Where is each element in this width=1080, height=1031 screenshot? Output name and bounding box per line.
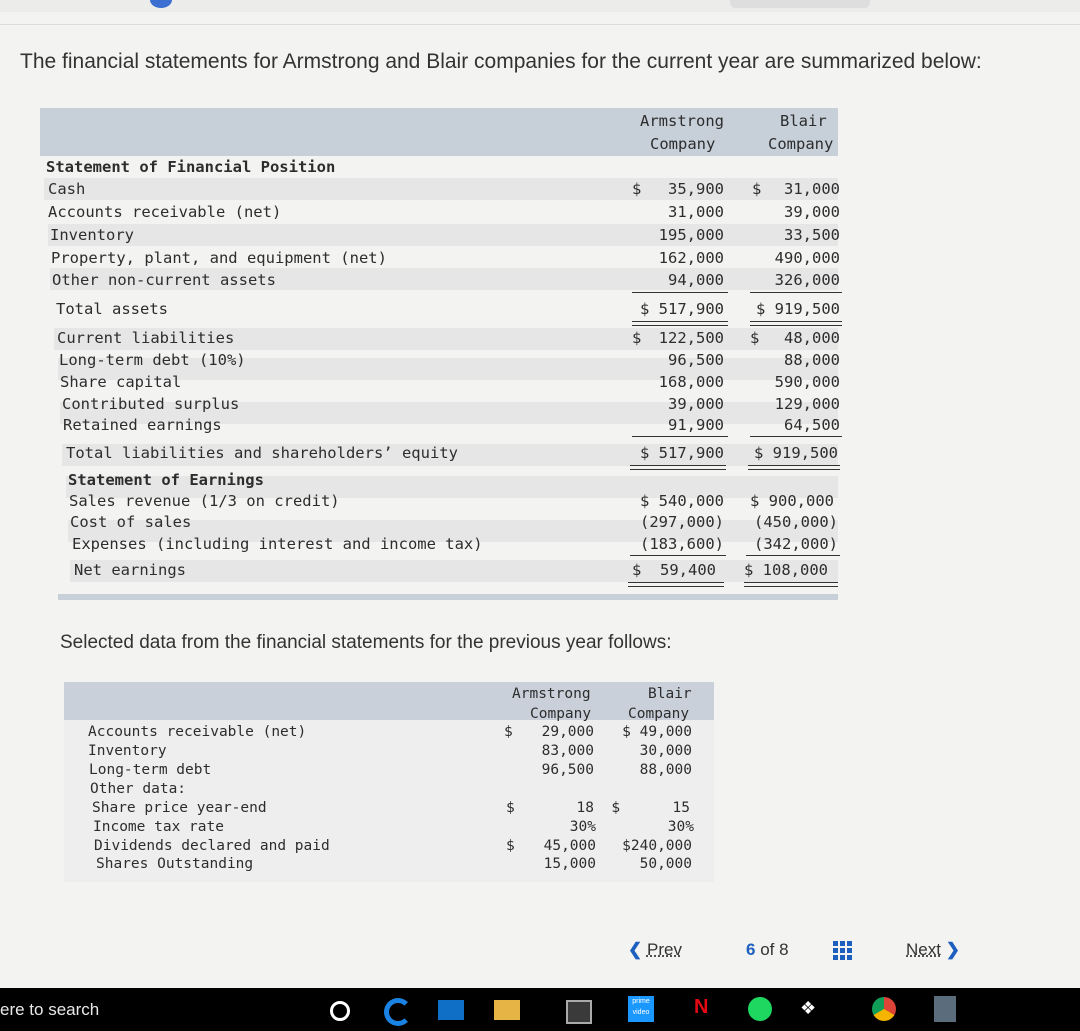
underline xyxy=(746,555,840,556)
browser-top-strip xyxy=(0,0,1080,12)
blair-value: 64,500 xyxy=(784,416,840,434)
row-label: Current liabilities xyxy=(57,329,235,347)
armstrong-value: 91,900 xyxy=(668,416,724,434)
prev-link[interactable]: Prev xyxy=(646,940,682,959)
dollar-sign: $ xyxy=(504,724,513,740)
row-label-total-assets: Total assets xyxy=(56,300,168,318)
armstrong-value: 15,000 xyxy=(543,856,596,872)
page-current: 6 xyxy=(746,940,756,959)
col-armstrong-line2: Company xyxy=(650,135,716,153)
page-indicator xyxy=(746,940,789,960)
armstrong-value: (183,600) xyxy=(640,535,724,553)
double-underline xyxy=(750,321,842,326)
underline xyxy=(750,292,842,293)
taskbar-search[interactable]: ere to search xyxy=(0,1000,100,1019)
blair-value: $ 15 xyxy=(611,800,690,816)
dollar-sign: $ xyxy=(632,180,642,198)
windows-taskbar xyxy=(0,988,1080,1031)
col-blair-line2: Company xyxy=(628,706,690,722)
top-pill xyxy=(730,0,870,8)
armstrong-total-assets: $ 517,900 xyxy=(640,300,724,318)
dollar-sign: $ xyxy=(750,329,760,347)
double-underline xyxy=(748,465,840,470)
row-label: Shares Outstanding xyxy=(96,856,254,872)
armstrong-value: 39,000 xyxy=(668,395,724,413)
blair-value: 39,000 xyxy=(784,203,840,221)
row-label: Expenses (including interest and income tax) xyxy=(72,535,483,553)
armstrong-value: 29,000 xyxy=(541,724,594,740)
table-header xyxy=(64,682,714,720)
next-link[interactable]: Next xyxy=(906,940,941,959)
armstrong-value: 35,900 xyxy=(668,180,724,198)
chrome-icon[interactable] xyxy=(872,997,896,1021)
armstrong-value: 96,500 xyxy=(668,351,724,369)
blair-value: $ 49,000 xyxy=(622,724,692,740)
blair-value: 50,000 xyxy=(639,856,692,872)
chevron-left-icon: ❮ xyxy=(628,940,643,959)
row-label: Other non-current assets xyxy=(52,271,276,289)
armstrong-value: 18 xyxy=(576,800,594,816)
armstrong-value: 94,000 xyxy=(668,271,724,289)
armstrong-value: (297,000) xyxy=(640,513,724,531)
armstrong-value: 30% xyxy=(569,819,596,835)
dollar-sign: $ xyxy=(506,838,515,854)
row-label: Long-term debt (10%) xyxy=(59,351,246,369)
blair-value: 326,000 xyxy=(774,271,840,289)
row-label-net-earnings: Net earnings xyxy=(74,561,186,579)
blair-value: $240,000 xyxy=(622,838,692,854)
row-label: Cost of sales xyxy=(70,513,192,531)
divider xyxy=(0,24,1080,25)
col-armstrong-line2: Company xyxy=(530,706,592,722)
dollar-sign: $ xyxy=(752,180,762,198)
col-blair-line2: Company xyxy=(768,135,834,153)
double-underline xyxy=(744,582,838,587)
blair-value: $ 900,000 xyxy=(750,492,834,510)
prev-button[interactable] xyxy=(628,940,682,960)
edge-icon[interactable] xyxy=(384,998,412,1026)
store-icon[interactable] xyxy=(566,1000,592,1024)
row-label-total-liabilities-equity: Total liabilities and shareholders’ equity xyxy=(66,444,458,462)
next-button[interactable] xyxy=(906,940,960,960)
underline xyxy=(632,292,728,293)
blair-value: 48,000 xyxy=(784,329,840,347)
row-label: Accounts receivable (net) xyxy=(48,203,282,221)
blair-value: 129,000 xyxy=(774,395,840,413)
row-label: Share price year-end xyxy=(92,800,267,816)
double-underline xyxy=(630,465,726,470)
row-label: Other data: xyxy=(90,781,187,797)
armstrong-value: 31,000 xyxy=(668,203,724,221)
top-blue-indicator xyxy=(150,0,172,8)
armstrong-value: 195,000 xyxy=(658,226,724,244)
row-label: Sales revenue (1/3 on credit) xyxy=(69,492,340,510)
table-header xyxy=(40,108,838,156)
cortana-icon[interactable] xyxy=(330,1001,350,1021)
col-blair-line1: Blair xyxy=(648,686,692,702)
col-blair-line1: Blair xyxy=(780,112,827,130)
armstrong-total-liabilities: $ 517,900 xyxy=(640,444,724,462)
question-heading: The financial statements for Armstrong and Blair companies for the current year are summarized below: xyxy=(20,50,982,73)
prime-video-icon[interactable]: prime video xyxy=(628,996,654,1022)
row-label: Inventory xyxy=(50,226,134,244)
previous-year-heading: Selected data from the financial statements for the previous year follows: xyxy=(60,632,672,653)
blair-total-liabilities: $ 919,500 xyxy=(754,444,838,462)
double-underline xyxy=(628,582,724,587)
row-label: Cash xyxy=(48,180,86,198)
armstrong-value: 83,000 xyxy=(541,743,594,759)
blair-total-assets: $ 919,500 xyxy=(756,300,840,318)
blair-value: (342,000) xyxy=(754,535,838,553)
financial-statements-table xyxy=(40,108,840,600)
spotify-icon[interactable] xyxy=(748,997,772,1021)
page-of: of 8 xyxy=(760,940,789,959)
table-footer-bar xyxy=(58,594,838,600)
blair-value: 88,000 xyxy=(639,762,692,778)
row-label: Retained earnings xyxy=(63,416,222,434)
armstrong-value: 96,500 xyxy=(541,762,594,778)
row-label: Accounts receivable (net) xyxy=(88,724,307,740)
row-label: Dividends declared and paid xyxy=(94,838,330,854)
blair-value: 30,000 xyxy=(639,743,692,759)
armstrong-value: 122,500 xyxy=(658,329,724,347)
dollar-sign: $ xyxy=(506,800,515,816)
blair-value: 88,000 xyxy=(784,351,840,369)
underline xyxy=(632,436,728,437)
row-label: Long-term debt xyxy=(89,762,212,778)
armstrong-value: 45,000 xyxy=(543,838,596,854)
blair-value: 31,000 xyxy=(784,180,840,198)
row-label: Property, plant, and equipment (net) xyxy=(51,249,387,267)
col-armstrong-line1: Armstrong xyxy=(640,112,724,130)
row-label: Contributed surplus xyxy=(62,395,240,413)
blair-value: 490,000 xyxy=(774,249,840,267)
underline xyxy=(750,436,842,437)
double-underline xyxy=(632,321,728,326)
armstrong-value: $ 540,000 xyxy=(640,492,724,510)
underline xyxy=(630,555,726,556)
dropbox-icon[interactable]: ❖ xyxy=(800,998,817,1018)
row-label: Share capital xyxy=(60,373,182,391)
row-label: Inventory xyxy=(88,743,167,759)
netflix-icon[interactable]: N xyxy=(694,996,709,1018)
calculator-icon[interactable] xyxy=(934,996,956,1022)
col-armstrong-line1: Armstrong xyxy=(512,686,591,702)
grid-icon[interactable] xyxy=(833,941,853,961)
section-earnings: Statement of Earnings xyxy=(68,471,264,489)
dollar-sign: $ xyxy=(632,329,642,347)
previous-year-table xyxy=(64,682,714,882)
blair-value: 30% xyxy=(667,819,694,835)
armstrong-value: 168,000 xyxy=(658,373,724,391)
armstrong-value: 162,000 xyxy=(658,249,724,267)
blair-value: 590,000 xyxy=(774,373,840,391)
blair-value: (450,000) xyxy=(754,513,838,531)
section-financial-position: Statement of Financial Position xyxy=(46,158,336,176)
chevron-right-icon: ❯ xyxy=(945,940,960,959)
row-label: Income tax rate xyxy=(93,819,224,835)
blair-net-earnings: $ 108,000 xyxy=(744,561,828,579)
mail-icon[interactable] xyxy=(438,1000,464,1020)
blair-value: 33,500 xyxy=(784,226,840,244)
file-explorer-icon[interactable] xyxy=(494,1000,520,1020)
armstrong-net-earnings: $ 59,400 xyxy=(632,561,716,579)
